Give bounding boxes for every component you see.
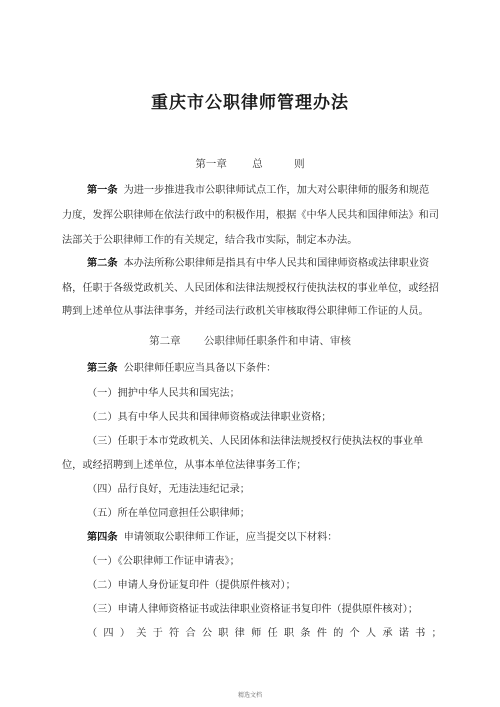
article-3-item-3b: 位，或经招聘到上述单位，从事本单位法律事务工作； xyxy=(62,460,307,471)
chapter-1-number: 第一章 xyxy=(195,158,227,170)
article-4-item-4-char: 书 xyxy=(415,628,426,639)
article-3-line-intro xyxy=(87,362,442,376)
document-title: 重庆市公职律师管理办法 xyxy=(151,93,349,113)
article-4-item-4-char: ； xyxy=(431,628,442,639)
article-4-item-1: （一）《公职律师工作证申请表》； xyxy=(87,556,240,567)
chapter-2-name: 公职律师任职条件和申请、审核 xyxy=(203,335,351,347)
article-1-line-2: 力度，发挥公职律师在依法行政中的积极作用，根据《中华人民共和国律师法》和司 xyxy=(62,210,439,221)
article-3-item-1: （一）拥护中华人民共和国宪法； xyxy=(87,388,240,399)
article-4-line-intro xyxy=(87,531,442,545)
article-2-line-3: 聘到上述单位从事法律事务，并经司法行政机关审核取得公职律师工作证的人员。 xyxy=(62,306,429,317)
article-4-item-4-char: 承 xyxy=(382,628,393,639)
article-3-item-3a: （三）任职于本市党政机关、人民团体和法律法规授权行使执法权的事业单 xyxy=(87,436,424,447)
article-1-text-1: 为进一步推进我市公职律师试点工作，加大对公职律师的服务和规范 xyxy=(123,185,430,196)
chapter-2-heading xyxy=(0,333,500,348)
article-4-item-3: （三）申请人律师资格证书或法律职业资格证书复印件（提供原件核对）； xyxy=(87,604,419,615)
article-1-line-1 xyxy=(87,184,442,198)
article-4-item-4-char: 于 xyxy=(152,628,163,639)
chapter-2-number: 第二章 xyxy=(149,335,181,347)
article-4-item-4-char: ） xyxy=(119,628,130,639)
article-4-item-4-char: 诺 xyxy=(398,628,409,639)
article-2-label: 第二条 xyxy=(87,258,118,269)
article-4-item-4-char: （ xyxy=(87,628,98,639)
article-3-item-4: （四）品行良好，无违法违纪记录； xyxy=(87,484,250,495)
article-4-item-2: （二）申请人身份证复印件（提供原件核对）； xyxy=(87,580,296,591)
article-1-label: 第一条 xyxy=(87,185,118,196)
article-4-item-4-char: 符 xyxy=(169,628,180,639)
chapter-1-word-1: 总 xyxy=(252,158,263,170)
article-4-item-4-char: 的 xyxy=(333,628,344,639)
article-4-item-4 xyxy=(87,627,442,641)
article-4-item-4-char: 条 xyxy=(300,628,311,639)
article-4-item-4-char: 人 xyxy=(365,628,377,639)
article-4-item-4-char: 律 xyxy=(234,628,245,639)
article-4-item-4-char: 关 xyxy=(136,628,147,639)
chapter-1-word-2: 则 xyxy=(294,158,305,170)
article-4-item-4-char: 职 xyxy=(218,628,229,639)
article-3-label: 第三条 xyxy=(87,363,118,374)
article-4-item-4-char: 合 xyxy=(185,628,196,639)
article-3-item-2: （二）具有中华人民共和国律师资格或法律职业资格； xyxy=(87,412,332,423)
article-3-item-5: （五）所在单位同意担任公职律师； xyxy=(87,508,250,519)
article-4-label: 第四条 xyxy=(87,532,118,543)
article-4-item-4-char: 公 xyxy=(201,628,213,639)
article-4-item-4-char: 个 xyxy=(349,628,360,639)
article-4-item-4-char: 师 xyxy=(251,628,262,639)
chapter-1-heading xyxy=(0,156,500,171)
article-4-item-4-char: 四 xyxy=(103,628,114,639)
article-2-line-2: 格，任职于各级党政机关、人民团体和法律法规授权行使执法权的事业单位，或经招 xyxy=(62,283,439,294)
article-4-intro-text: 申请领取公职律师工作证，应当提交以下材料： xyxy=(123,532,338,543)
article-4-item-4-char: 任 xyxy=(267,628,278,639)
article-3-intro-text: 公职律师任职应当具备以下条件： xyxy=(123,363,277,374)
article-2-text-1: 本办法所称公职律师是指具有中华人民共和国律师资格或法律职业资 xyxy=(123,258,430,269)
article-4-item-4-char: 职 xyxy=(283,628,295,639)
page-footer: 精选文档 xyxy=(237,692,262,699)
article-2-line-1 xyxy=(87,257,442,271)
article-1-line-3: 法部关于公职律师工作的有关规定，结合我市实际，制定本办法。 xyxy=(62,235,358,246)
article-4-item-4-char: 件 xyxy=(316,628,327,639)
